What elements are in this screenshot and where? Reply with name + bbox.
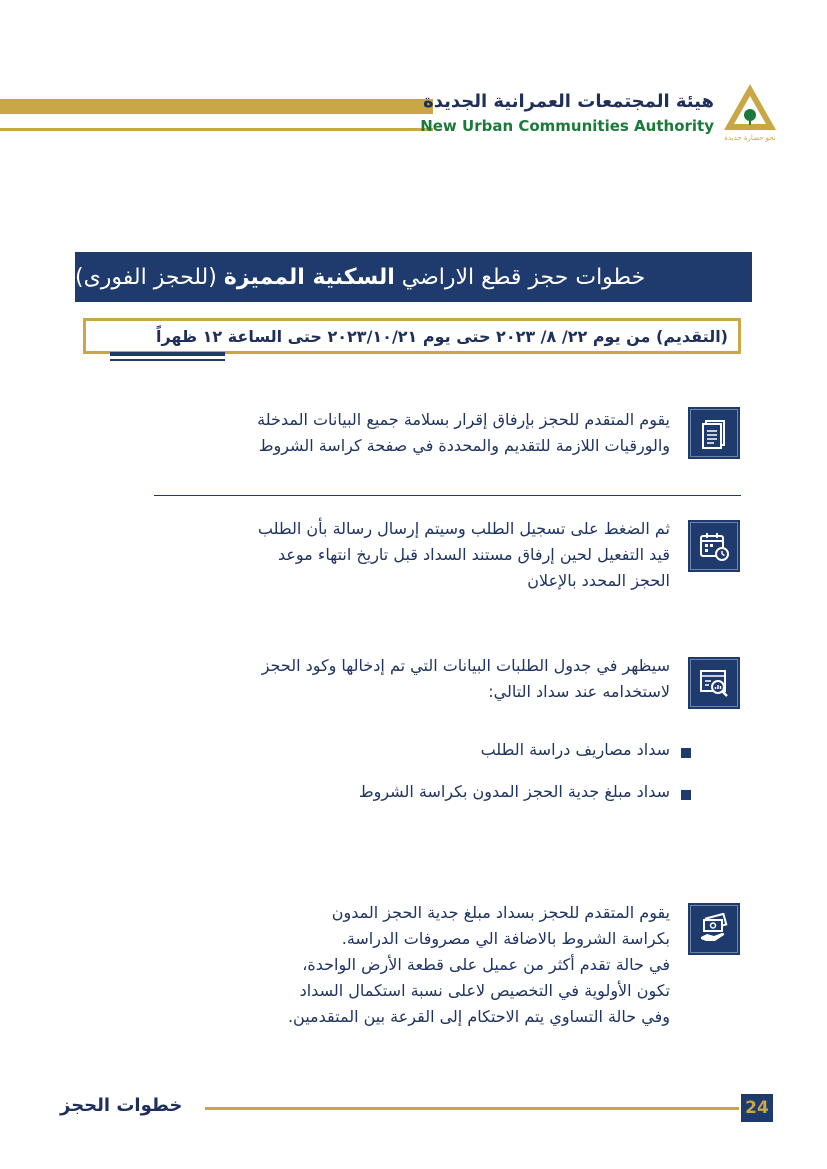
step-1-line-1: يقوم المتقدم للحجز بإرفاق إقرار بسلامة جميع البيانات المدخلة	[257, 410, 670, 429]
calendar-clock-icon	[698, 530, 730, 562]
step-3-text	[150, 653, 670, 705]
step-1-icon-box	[687, 406, 741, 460]
step-4-line-3: في حالة تقدم أكثر من عميل على قطعة الأرض الواحدة،	[302, 955, 670, 974]
step-2-line-1: ثم الضغط على تسجيل الطلب وسيتم إرسال رسالة بأن الطلب	[257, 519, 670, 538]
step-3-icon-box	[687, 656, 741, 710]
nuca-logo	[722, 82, 778, 142]
page-number: 24	[741, 1094, 773, 1122]
step-1-line-2: والورقيات اللازمة للتقديم والمحددة في صفحة كراسة الشروط	[258, 436, 670, 455]
step-2-line-2: قيد التفعيل لحين إرفاق مستند السداد قبل تاريخ انتهاء موعد	[277, 545, 670, 564]
document-icon	[698, 417, 730, 449]
step-4-text	[161, 900, 670, 1030]
bullet-square-icon	[681, 790, 691, 800]
date-banner-text: (التقديم) من يوم ٢٢/ ٨/ ٢٠٢٣ حتى يوم ٢٠٢٣/١٠/٢١ حتى الساعة ١٢ ظهراً	[155, 326, 728, 346]
bullet-item-1: سداد مصاريف دراسة الطلب	[480, 740, 670, 759]
step-4-line-2: بكراسة الشروط بالاضافة الي مصروفات الدراسة.	[341, 929, 670, 948]
step-3-line-2: لاستخدامه عند سداد التالي:	[488, 682, 670, 701]
date-banner-underline-thin	[110, 359, 225, 361]
step-4-line-4: تكون الأولوية في التخصيص لاعلى نسبة استكمال السداد	[299, 981, 670, 1000]
step-3-line-1: سيظهر في جدول الطلبات البيانات التي تم إدخالها وكود الحجز	[261, 656, 670, 675]
title-suffix: (للحجز الفورى)	[75, 264, 217, 290]
footer-section-title: خطوات الحجز	[60, 1095, 183, 1116]
data-search-icon	[698, 667, 730, 699]
logo-caption: نحو حضارة جديدة	[724, 134, 776, 142]
money-hand-icon	[698, 913, 730, 945]
bullet-square-icon	[681, 748, 691, 758]
title-bold: السكنية المميزة	[223, 264, 395, 290]
bullet-item-2: سداد مبلغ جدية الحجز المدون بكراسة الشروط	[358, 782, 670, 801]
header-gold-line	[0, 128, 433, 131]
header-gold-bar	[0, 99, 433, 114]
step-1-text	[150, 407, 670, 459]
title-prefix: خطوات حجز قطع الاراضي	[401, 264, 646, 290]
step-2-text	[150, 516, 670, 594]
section-divider	[154, 495, 741, 496]
footer-gold-line	[205, 1107, 739, 1110]
step-2-line-3: الحجز المحدد بالإعلان	[527, 571, 670, 590]
step-4-line-5: وفي حالة التساوي يتم الاحتكام إلى القرعة بين المتقدمين.	[287, 1007, 670, 1026]
date-banner-underline	[110, 352, 225, 356]
step-4-icon-box	[687, 902, 741, 956]
step-2-icon-box	[687, 519, 741, 573]
date-banner	[83, 318, 741, 354]
step-4-line-1: يقوم المتقدم للحجز بسداد مبلغ جدية الحجز المدون	[331, 903, 670, 922]
org-name-arabic: هيئة المجتمعات العمرانية الجديدة	[423, 91, 714, 112]
page-title	[75, 252, 752, 302]
org-name-english: New Urban Communities Authority	[420, 117, 714, 135]
